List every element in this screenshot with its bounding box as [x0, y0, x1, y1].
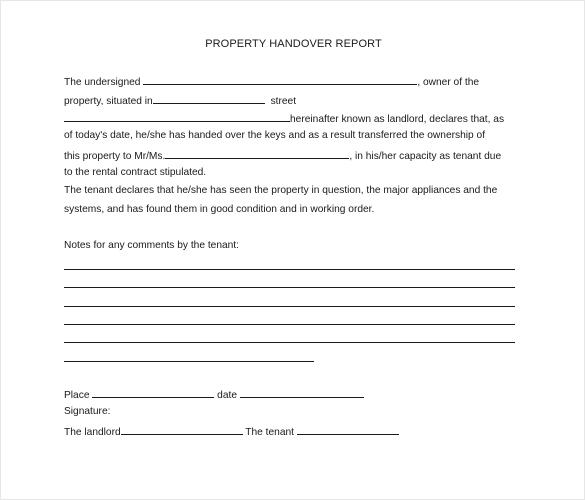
date-blank[interactable]: [240, 387, 364, 398]
notes-line[interactable]: [64, 287, 515, 288]
body-text-line: to the rental contract stipulated.: [64, 167, 207, 178]
signature-line: [64, 424, 399, 439]
tenant-signature-blank[interactable]: [297, 424, 399, 435]
notes-line[interactable]: [64, 342, 515, 343]
street-address-line: [64, 111, 504, 126]
notes-line[interactable]: [64, 324, 515, 325]
situated-line: [64, 93, 296, 108]
situated-label: property, situated in: [64, 96, 153, 107]
situated-blank[interactable]: [153, 93, 265, 104]
place-date-line: [64, 387, 364, 402]
tenant-name-line: [64, 148, 501, 163]
place-blank[interactable]: [92, 387, 214, 398]
hereinafter-text: hereinafter known as landlord, declares that, as: [290, 114, 505, 125]
notes-label: Notes for any comments by the tenant:: [64, 240, 239, 251]
notes-line[interactable]: [64, 306, 515, 307]
signature-label: Signature:: [64, 406, 111, 417]
date-label: date: [217, 390, 237, 401]
street-label: street: [270, 96, 297, 107]
body-text-line: of today's date, he/she has handed over the keys and as a result transferred the ownership of: [64, 130, 486, 141]
undersigned-line: [64, 74, 479, 89]
undersigned-label: The undersigned: [64, 77, 141, 88]
tenant-name-label: this property to Mr/Ms.: [64, 151, 166, 162]
tenant-name-blank[interactable]: [165, 148, 349, 159]
notes-line[interactable]: [64, 361, 314, 362]
street-address-blank[interactable]: [64, 111, 290, 122]
tenant-label: The tenant: [245, 427, 295, 438]
notes-line[interactable]: [64, 269, 515, 270]
undersigned-blank[interactable]: [143, 74, 417, 85]
landlord-label: The landlord: [64, 427, 121, 438]
document-title: PROPERTY HANDOVER REPORT: [205, 38, 382, 50]
place-label: Place: [64, 390, 90, 401]
landlord-signature-blank[interactable]: [121, 424, 243, 435]
capacity-text: , in his/her capacity as tenant due: [349, 151, 502, 162]
owner-of-text: , owner of the: [417, 77, 480, 88]
body-text-line: The tenant declares that he/she has seen the property in question, the major appliances and the: [64, 185, 498, 196]
body-text-line: systems, and has found them in good condition and in working order.: [64, 204, 375, 215]
